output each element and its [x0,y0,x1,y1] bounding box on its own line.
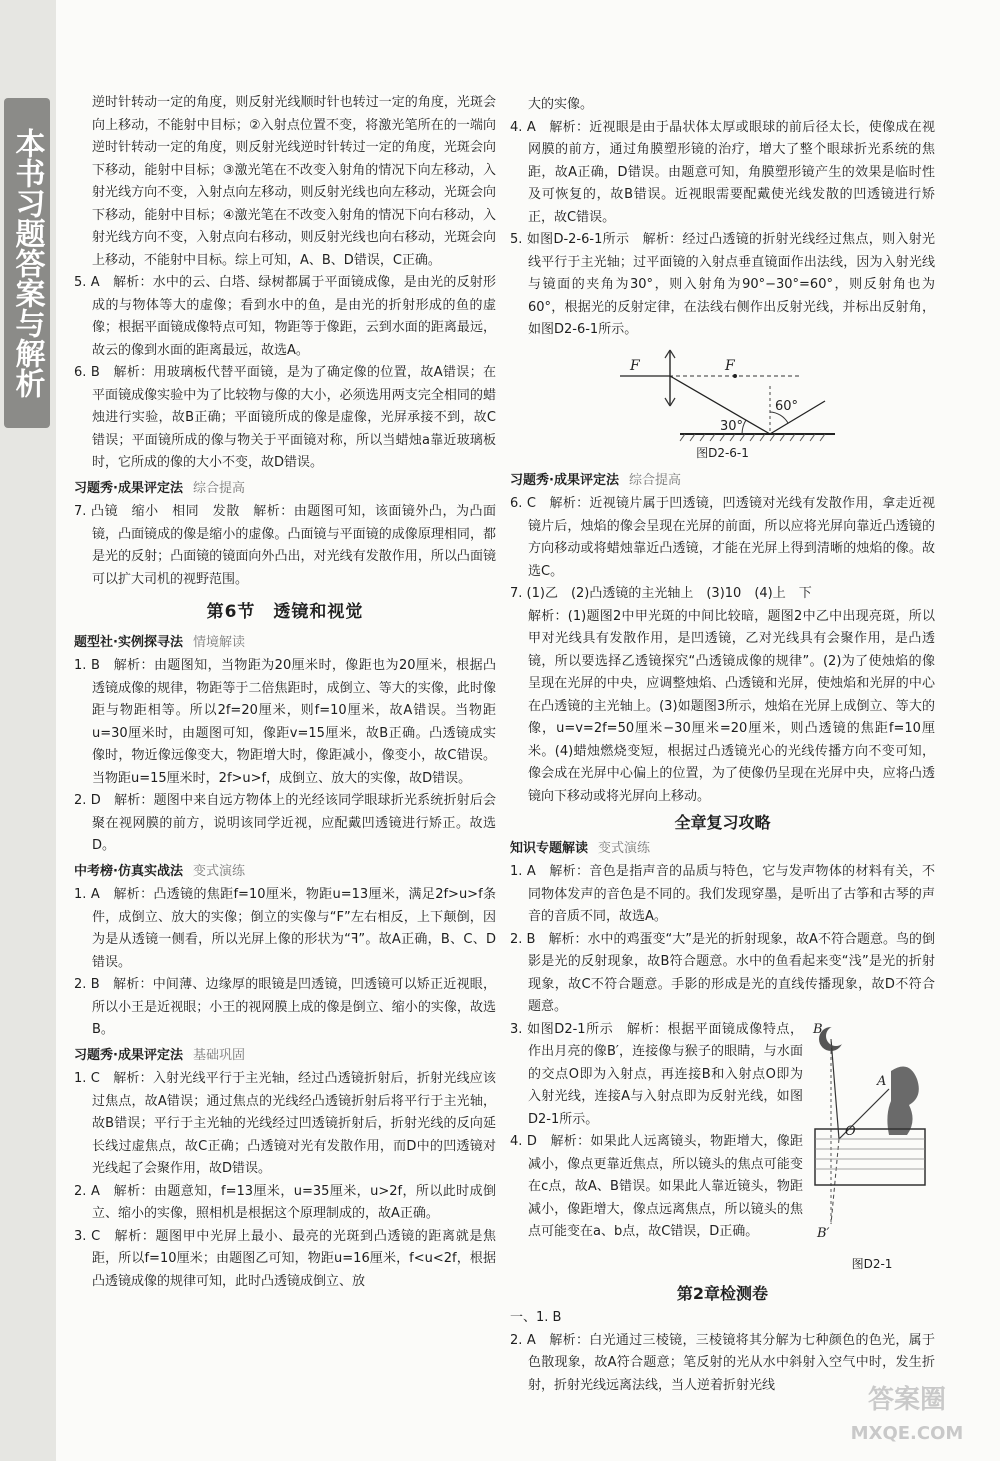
right-column [510,94,935,1397]
answer-3: 3. C 解析：题图甲中光屏上最小、最亮的光斑到凸透镜的距离就是焦距，所以f=10厘米；由题图乙可知，物距u=16厘米，f<u<2f，根据凸透镜成像的规律可知，此时凸透镜成倒立、放 [74,1228,496,1289]
subsection-header: 知识专题解读 变式演练 [510,840,651,856]
answer-1: 1. A 解析：音色是指声音的品质与特色，它与发声物体的材料有关，不同物体发声的音色是不同的。我们发现穿墨，是听出了古筝和古琴的声音的音质不同，故选A。 [510,864,935,924]
answer-3: 3. 如图D2-1所示 解析：根据平面镜成像特点，作出月亮的像B′，连接像与猴子的眼睛，与水面的交点O即为入射点，再连接B和入射点O即为入射光线，连接A与入射点即为反射光线，如图D2-1所示。 [510,1021,803,1127]
subsection-header: 中考榜·仿真实战法 变式演练 [74,863,245,879]
answer-2: 2. A 解析：由题意知，f=13厘米，u=35厘米，u>2f，所以此时成倒立、缩小的实像，照相机是根据这个原理制成的，故A正确。 [74,1183,496,1221]
side-tab-bar [0,0,56,1461]
watermark-logo: 答案圈 MXQE.COM [850,1385,964,1444]
angle-30-label: 30° [720,418,744,434]
figure-moon-monkey [809,1019,935,1279]
answer-4: 4. A 解析：近视眼是由于晶状体太厚或眼球的前后径太长，使像成在视网膜的前方，通过角膜塑形镜的治疗，增大了整个眼球折光系统的焦距，故A正确，D错误。由题意可知，角膜塑形镜产生的效果是临时性及可恢复的，故B错误。近视眼需要配戴使光线发散的凹透镜进行矫正，故C错误。 [510,119,935,225]
point-a-label: A [877,1073,887,1089]
point-o-label: O [845,1123,856,1139]
left-column [74,92,496,1293]
angle-60-label: 60° [775,398,799,414]
section-title: 第2章检测卷 [676,1283,769,1303]
answer-2: 2. B 解析：水中的鸡蛋变“大”是光的折射现象，故A不符合题意。鸟的倒影是光的反射现象，故B符合题意。水中的鱼看起来变“浅”是光的折射现象，故C不符合题意。手影的形成是光的直线传播现象，故D不符合题意。 [510,931,935,1014]
section-title: 全章复习攻略 [674,813,771,832]
focus-label-left: F [630,357,640,374]
moon-reflection-diagram [809,1019,935,1255]
focus-label-right: F [725,357,735,374]
figure-caption: 图D2-1 [851,1256,893,1271]
answer-1: 1. B 解析：由题图知，当物距为20厘米时，像距也为20厘米，根据凸透镜成像的规律，物距等于二倍焦距时，成倒立、等大的实像，此时像距与物距相等。所以2f=20厘米，则f=10厘米，故A错误。当物距u=30厘米时，由题图可知，像距v=15厘米，故B正确。凸透镜成实像时，物近像远像变大，物距增大时，像距减小，像变小，故C错误。当物距u=15厘米时，2f>u>f，成倒立、放大的实像，故D错误。 [74,658,496,786]
answer-line: 一、1. B [510,1310,562,1325]
answer-2: 2. D 解析：题图中来自远方物体上的光经该同学眼球折光系统折射后会聚在视网膜的前方，说明该同学近视，应配戴凹透镜进行矫正。故选D。 [74,793,496,853]
answer-7-explanation: 解析：(1)题图2中甲光斑的中间比较暗，题图2中乙中出现亮斑，所以甲对光线具有发散作用，是凹透镜，乙对光线具有会聚作用，是凸透镜，所以要选择乙透镜探究“凸透镜成像的规律”。(2)为了使烛焰的像呈现在光屏的中央，应调整烛焰、凸透镜和光屏，使烛焰和光屏的中心在凸透镜的主光轴上。(3)如题图3所示，烛焰在光屏上成倒立、等大的像，u=v=2f=50厘米−30厘米=20厘米，则凸透镜的焦距f=10厘米。(4)蜡烛燃烧变短，根据过凸透镜光心的光线传播方向不变可知，像会成在光屏中心偏上的位置，为了使像仍呈现在光屏中央，应将凸透镜向下移动或将光屏向上移动。 [528,608,935,804]
answer-5: 5. A 解析：水中的云、白塔、绿树都属于平面镜成像，是由光的反射形成的与物体等大的虚像；看到水中的鱼，是由光的折射形成的鱼的虚像；根据平面镜成像特点可知，物距等于像距，云到水面的距离最远，故云的像到水面的距离最远，故选A。 [74,275,496,358]
paragraph: 大的实像。 [528,97,594,112]
subsection-header: 习题秀·成果评定法 综合提高 [510,472,681,488]
answer-2: 2. A 解析：白光通过三棱镜，三棱镜将其分解为七种颜色的色光，属于色散现象，故A符合题意；笔反射的光从水中斜射入空气中时，发生折射，折射光线远离法线，当人逆着折射光线 [510,1332,935,1393]
side-tab-label: 本书习题答案与解析 [4,98,50,428]
paragraph: 逆时针转动一定的角度，则反射光线顺时针也转过一定的角度，光斑会向上移动，不能射中目标；②入射点位置不变，将激光笔所在的一端向逆时针转动一定的角度，则反射光线逆时针转过一定的角度，光斑会向下移动，能射中目标；③激光笔在不改变入射角的情况下向左移动，入射光线方向不变，入射点向左移动，则反射光线也向左移动，光斑会向下移动，能射中目标；④激光笔在不改变入射角的情况下向右移动，入射光线方向不变，入射点向右移动，则反射光线也向右移动，光斑会向上移动，不能射中目标。综上可知，A、B、D错误，C正确。 [92,95,496,268]
answer-2: 2. B 解析：中间薄、边缘厚的眼镜是凹透镜，凹透镜可以矫正近视眼，所以小王是近视眼；小王的视网膜上成的像是倒立、缩小的实像，故选B。 [74,977,496,1037]
answer-7: 7. (1)乙 (2)凸透镜的主光轴上 (3)10 (4)上 下 [510,586,812,601]
answer-6: 6. C 解析：近视镜片属于凹透镜，凹透镜对光线有发散作用，拿走近视镜片后，烛焰的像会呈现在光屏的前面，所以应将光屏向靠近凸透镜的方向移动或将蜡烛靠近凸透镜，才能在光屏上得到清晰的烛焰的像。故选C。 [510,496,935,579]
answer-5: 5. 如图D-2-6-1所示 解析：经过凸透镜的折射光线经过焦点，则入射光线平行于主光轴；过平面镜的入射点垂直镜面作出法线，因为入射光线与镜面的夹角为30°，则入射角为90°−30°=60°，则反射角也为60°，根据光的反射定律，在法线右侧作出反射光线，并标出反射角，如图D2-6-1所示。 [510,232,935,337]
figure-lens-mirror [510,346,935,464]
point-b-prime-label: B′ [817,1225,830,1241]
answer-7: 7. 凸镜 缩小 相同 发散 解析：由题图可知，该面镜外凸，为凸面镜，凸面镜成的像是缩小的虚像。凸面镜与平面镜的成像原理相同，都是光的反射；凸面镜的镜面向外凸出，对光线有发散作用，所以凸面镜可以扩大司机的视野范围。 [74,504,496,587]
subsection-header: 习题秀·成果评定法 综合提高 [74,480,245,496]
subsection-header: 习题秀·成果评定法 基础巩固 [74,1047,245,1063]
lens-mirror-diagram [610,346,840,444]
answer-1: 1. C 解析：入射光线平行于主光轴，经过凸透镜折射后，折射光线应该过焦点，故A错误；通过焦点的光线经凸透镜折射后将平行于主光轴，故B错误；平行于主光轴的光线经过凹透镜折射后，折射光线的反向延长线过虚焦点，故C正确；凸透镜对光有发散作用，而D中的凹透镜对光线起了会聚作用，故D错误。 [74,1071,496,1176]
answer-4: 4. D 解析：如果此人远离镜头，物距增大，像距减小，像点更靠近焦点，所以镜头的焦点可能变在c点，故A、B错误。如果此人靠近镜头，物距减小，像距增大，像点远离焦点，所以镜头的焦点可能变在a、b点，故C错误，D正确。 [510,1134,803,1239]
point-b-label: B [813,1021,823,1037]
answer-1: 1. A 解析：凸透镜的焦距f=10厘米，物距u=13厘米，满足2f>u>f条件，成倒立、放大的实像；倒立的实像与“F”左右相反，上下颠倒，因为是从透镜一侧看，所以光屏上像的形状为“ꟻ”。故A正确，B、C、D错误。 [74,887,496,970]
section-title: 第6节 透镜和视觉 [206,602,364,622]
answer-6: 6. B 解析：用玻璃板代替平面镜，是为了确定像的位置，故A错误；在平面镜成像实验中为了比较物与像的大小，必须选用两支完全相同的蜡烛进行实验，故B正确；平面镜所成的像是虚像，光屏承接不到，故C错误；平面镜所成的像与物关于平面镜对称，所以当蜡烛a靠近玻璃板时，它所成的像的大小不变，故D错误。 [74,365,496,470]
figure-caption: 图D2-6-1 [696,445,749,460]
subsection-header: 题型社·实例探寻法 情境解读 [74,634,245,650]
